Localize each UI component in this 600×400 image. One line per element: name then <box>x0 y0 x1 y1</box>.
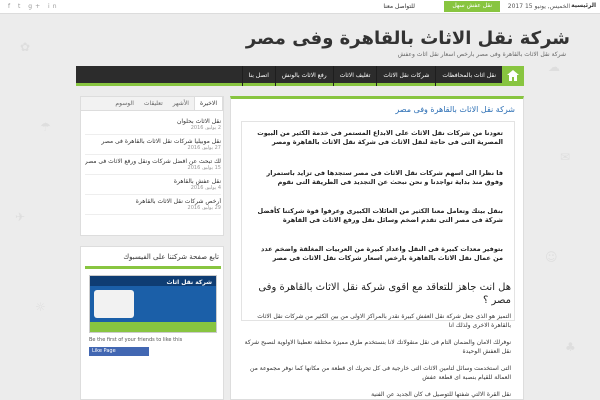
tab-tags[interactable]: الوسوم <box>115 100 134 107</box>
facebook-page-logo-text: شركة نقل اثاث <box>166 279 212 286</box>
body-paragraph: نوفرلك الامان والضمان التام فى نقل منقولاتك لانا بنستخدم طرق مميزة مختلفة تعطينا الاولوية لنصبح شركة نقل العفش الوحيدة <box>244 339 511 355</box>
background-pattern-icon: ☂ <box>40 120 51 134</box>
post-title[interactable]: نقل الاثاث بحلوان <box>176 118 221 125</box>
background-pattern-icon: ✿ <box>20 40 31 54</box>
facebook-widget-title: تابع صفحة شركتنا على الفيسبوك <box>123 253 219 261</box>
main-nav <box>76 66 524 86</box>
background-pattern-icon: ✈ <box>15 210 26 224</box>
site-header <box>0 14 600 66</box>
background-pattern-icon: ♣ <box>565 340 576 354</box>
article-paragraph: بتوفير معدات كبيرة فى النقل واعداد كبيرة من العربيات المغلقة واضخم عدد من عمال نقل الاثاث بالقاهرة بارخص اسعار شركات نقل الاثاث فى مصر <box>261 245 503 262</box>
site-title[interactable]: شركة نقل الاثاث بالقاهرة وفى مصر <box>245 28 570 49</box>
banner-band <box>90 322 217 332</box>
facebook-page-image[interactable] <box>89 275 217 333</box>
top-bar <box>0 0 600 14</box>
post-date: 2 يوليو, 2016 <box>190 125 221 131</box>
facebook-like-button[interactable]: Like Page <box>89 347 149 356</box>
list-item[interactable] <box>85 195 221 215</box>
background-pattern-icon: ☺ <box>545 250 558 264</box>
site-tagline: شركة نقل الاثاث بالقاهرة وفى مصر بارخص اسعار نقل اثاث وعفش <box>397 51 566 58</box>
post-title[interactable]: نقل موبيليا شركات نقل الاثاث بالقاهرة فى مصر <box>101 138 221 145</box>
article-paragraph: فا نظرا الى اسهم شركات نقل الاثاث فى مصر ستجدها فى تزايد باستمرار وفوق منذ بداية تواجدنا و نحن نبحث عن التجديد فى الطريقة التى نقوم <box>266 169 503 186</box>
post-title[interactable]: لك تبحث عن افضل شركات ونقل ورفع الاثاث فى مصر <box>85 158 221 165</box>
tab-recent[interactable]: الاخيرة <box>194 97 223 110</box>
tab-comments[interactable]: تعليقات <box>143 100 163 107</box>
article-paragraph: تعودنا من شركات نقل الاثاث على الابداع المستمر فى خدمة الكثير من البيوت المصرية التى فى حاجة لنقل الاثاث فى شركة نقل الاثاث بالقاهرة ومصر <box>257 129 503 146</box>
nav-item-contact[interactable]: اتصل بنا <box>242 66 275 86</box>
article-paragraph: بنقل بيتك وتعامل معنا الكثير من العائلات الكبيرى وعرفوا قوة شركتنا كأفضل شركة فى مصر التى تقدم اضخم وسائل نقل ورفع الاثاث فى القاهرة <box>257 207 503 224</box>
list-item[interactable] <box>85 175 221 195</box>
post-title[interactable]: أرخص شركات نقل الاثاث بالقاهرة <box>135 198 221 205</box>
home-icon <box>507 70 519 81</box>
post-date: 15 يوليو, 2016 <box>187 165 221 171</box>
nav-item-winch[interactable]: رفع الاثاث بالونش <box>275 66 333 86</box>
social-links[interactable]: f t g+ in <box>8 3 60 10</box>
nav-item-packing[interactable]: تغليف الاثاث <box>333 66 377 86</box>
sidebar <box>80 96 224 400</box>
list-item[interactable] <box>85 135 221 155</box>
list-item[interactable] <box>85 155 221 175</box>
nav-home-button[interactable] <box>502 66 524 86</box>
background-pattern-icon: ✉ <box>560 150 571 164</box>
background-pattern-icon: ☼ <box>35 300 46 314</box>
truck-icon <box>94 290 134 318</box>
top-home-link[interactable]: الرئيسية <box>571 2 596 9</box>
post-list <box>85 115 221 215</box>
widget-divider <box>85 266 221 269</box>
post-date: 27 يوليو, 2016 <box>187 145 221 151</box>
main-content <box>230 96 524 400</box>
facebook-caption: Be the first of your friends to like this <box>89 337 183 343</box>
nav-item-governorates[interactable]: نقل اثاث بالمحافظات <box>435 66 502 86</box>
post-date: 4 يوليو, 2016 <box>190 185 221 191</box>
posts-tabs <box>81 97 223 111</box>
tab-popular[interactable]: الأشهر <box>172 100 189 107</box>
post-title[interactable]: نقل عفش بالقاهرة <box>173 178 221 185</box>
article-title[interactable]: شركة نقل الاثاث بالقاهرة وفى مصر <box>395 105 515 114</box>
article-subheading: هل انت جاهز للتعاقد مع اقوى شركة نقل الاثاث بالقاهرة وفى مصر ؟ <box>258 282 511 306</box>
list-item[interactable] <box>85 115 221 135</box>
body-paragraph: نقل القرة الالتي شفتها للتوصيل ف كان الجديد عن الفنية <box>371 391 511 398</box>
body-paragraph: التميز هو الذى جعل شركة نقل العفش كبيرة نقدر بالمراكز الاولى من بين الكثير من شركات نقل الاثاث بالقاهرة الاخرى ولذلك انا <box>257 313 511 329</box>
facebook-widget <box>80 246 224 400</box>
post-date: 29 يوليو, 2016 <box>187 205 221 211</box>
current-date: الخميس, يونيو 15 2017 <box>507 3 570 10</box>
body-paragraph: التى استخدمت وسائل لتامين الاثاث التى خارجية فى كل تحريك اى قطعة من مكانها كما نوفر مجموعة من العمالة للقيام بنصبة اى قطعة عفش <box>250 365 511 381</box>
posts-widget <box>80 96 224 236</box>
nav-item-companies[interactable]: شركات نقل الاثاث <box>376 66 435 86</box>
ticker-label: نقل عفش سهل <box>444 1 500 12</box>
ticker-text[interactable]: للتواصل معنا <box>383 3 415 10</box>
background-pattern-icon: ☁ <box>548 60 560 74</box>
